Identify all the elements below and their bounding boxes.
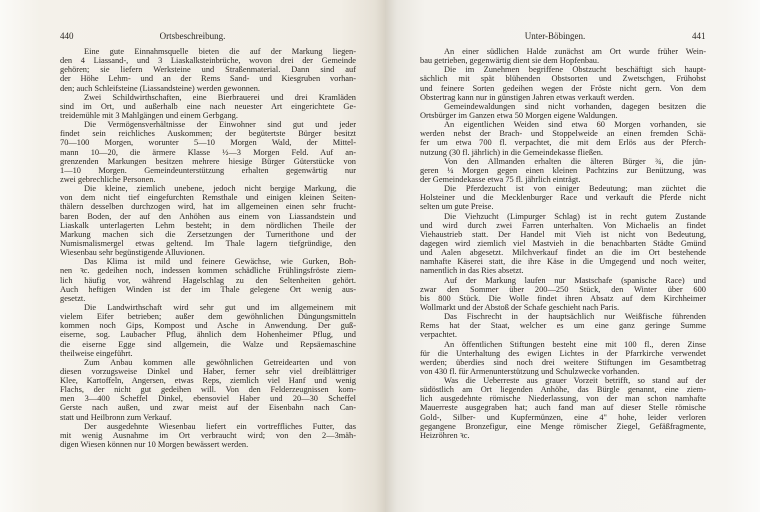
text-line: Markung machen sich die Zersetzungen der Turnerithone und der bbox=[60, 229, 356, 239]
text-line: mann 10—20, die ärmere Klasse ½—3 Morgen Feld. Auf an- bbox=[60, 147, 356, 157]
right-page bbox=[385, 0, 760, 512]
paragraph bbox=[60, 184, 356, 257]
page-body bbox=[60, 47, 356, 449]
text-line: Heizröhren ꝛc. bbox=[420, 430, 470, 440]
text-line: Die Vermögensverhältnisse der Einwohner sind gut und jeder bbox=[84, 120, 356, 130]
paragraph bbox=[60, 47, 356, 93]
text-line: namhafte Käserei statt, die ihre Käse in die Umgegend und noch weiter, bbox=[420, 257, 706, 267]
text-line: lich häufig vor, während Hagelschlag zu den Seltenheiten gehört. bbox=[60, 275, 356, 285]
paragraph bbox=[420, 212, 706, 276]
running-head: Ortsbeschreibung. bbox=[159, 31, 226, 41]
text-line: statt und Heilbronn zum Verkauf. bbox=[60, 412, 172, 422]
text-line: der Höhe Lehm- und an der Rems Sand- und Kiesgruben vorhan- bbox=[60, 74, 356, 84]
text-line: eiserne, sog. Laubacher Pflug, ähnlich dem Hohenheimer Pflug, und bbox=[60, 330, 356, 340]
paragraph bbox=[60, 358, 356, 422]
paragraph bbox=[420, 312, 706, 339]
text-line: lich ausgedehnte römische Niederlassung, von der man schon namhafte bbox=[420, 394, 706, 404]
text-line: sind im Ort, und außerhalb eine nach neuester Art eingerichtete Ge- bbox=[60, 101, 356, 111]
text-line: vielem Eifer betrieben; außer dem gewöhnlichen Düngungsmitteln bbox=[60, 312, 356, 322]
text-line: von 430 fl. für Armenunterstützung und Schulzwecke vorhanden. bbox=[420, 366, 640, 376]
text-line: grenzenden Markungen besitzen mehrere hiesige Bürger Güterstücke von bbox=[60, 156, 356, 166]
text-line: bis 800 Stück. Die Wolle findet ihren Absatz auf dem Kirchheimer bbox=[420, 293, 706, 303]
text-line: Gemeindewaldungen sind nicht vorhanden, dagegen besitzen die bbox=[444, 101, 706, 111]
paragraph bbox=[420, 276, 706, 313]
text-line: Von den Allmanden erhalten die älteren Bürger ¾, die jün- bbox=[444, 156, 706, 166]
text-line: baren Boden, der auf den Anhöhen aus einem von Liassandstein und bbox=[60, 211, 356, 221]
text-line: Flachs, der nicht gut gedeihen will. Von den Felderzeugnissen kom- bbox=[60, 385, 356, 395]
text-line: südöstlich am Ort liegenden Anhöhe, das Bürgle genannt, eine ziem- bbox=[420, 385, 706, 395]
text-line: zwar den Sommer über 200—250 Stück, den Winter über 600 bbox=[420, 284, 706, 294]
text-line: gehören; sie liefern Werksteine und Straßenmaterial. Dann sind auf bbox=[60, 65, 356, 75]
text-line: Liaskalk unterlagerten Lehm besteht; in dem nördlichen Theile der bbox=[60, 220, 356, 230]
text-line: findet sein reichliches Auskommen; der begütertste Bürger besitzt bbox=[60, 129, 356, 139]
text-line: Das Klima ist mild und feinere Gewächse, wie Gurken, Boh- bbox=[84, 257, 356, 267]
text-line: Das Fischrecht in der hauptsächlich nur Weißfische führenden bbox=[444, 312, 706, 322]
text-line: und wird durch zwei Farren unterhalten. Von Michaelis an findet bbox=[420, 220, 706, 230]
text-line: Mauerreste ausgegraben hat; auch fand man auf dieser Stelle römische bbox=[420, 403, 706, 413]
text-line: zwei gebrechliche Personen. bbox=[60, 174, 156, 184]
text-line: Die kleine, ziemlich unebene, jedoch nicht bergige Markung, die bbox=[84, 184, 356, 194]
text-line: Die im Zunehmen begriffene Obstzucht beschäftigt sich haupt- bbox=[444, 65, 706, 75]
text-line: Ortsbürger im Ganzen etwa 50 Morgen eigene Waldungen. bbox=[420, 110, 618, 120]
text-line: Die Viehzucht (Limpurger Schlag) ist in recht gutem Zustande bbox=[444, 211, 706, 221]
text-line: verpachtet. bbox=[420, 330, 457, 340]
paragraph bbox=[60, 93, 356, 120]
text-line: werden; überdies sind noch drei weitere Stiftungen im Gesamtbetrag bbox=[420, 357, 706, 367]
text-line: gegangene Bronzefigur, eine Menge römischer Ziegel, Gefäßfragmente, bbox=[420, 421, 706, 431]
text-line: für die Unterhaltung des ewigen Lichtes in der Pfarrkirche verwendet bbox=[420, 348, 706, 358]
text-line: Wiesenbau sehr begünstigende Alluvionen. bbox=[60, 248, 205, 258]
text-line: fer um etwa 700 fl. verpachtet, die mit dem Erlös aus der Pferch- bbox=[420, 138, 706, 148]
text-line: kommen noch Gips, Kompost und Asche in Anwendung. Der guß- bbox=[60, 321, 356, 331]
text-line: Viehaustrieb statt. Der Handel mit Vieh ist nicht von Bedeutung, bbox=[420, 229, 706, 239]
paragraph bbox=[420, 65, 706, 102]
text-line: Die Landwirthschaft wird sehr gut und im allgemeinem mit bbox=[84, 302, 356, 312]
paragraph bbox=[60, 257, 356, 303]
text-line: 1—10 Morgen. Gemeindeunterstützung erhalten gegenwärtig nur bbox=[60, 165, 356, 175]
text-line: und Aalen abgesetzt. Milchverkauf findet an die im Ort bestehende bbox=[420, 248, 706, 258]
text-line: Zum Anbau kommen alle gewöhnlichen Getreidearten und von bbox=[84, 357, 356, 367]
text-line: An öffentlichen Stiftungen besteht eine mit 100 fl., deren Zinse bbox=[444, 339, 706, 349]
paragraph bbox=[60, 120, 356, 184]
paragraph bbox=[420, 376, 706, 440]
text-line: der Gemeindekasse etwa 75 fl. jährlich einträgt. bbox=[420, 174, 581, 184]
text-line: den 4 Liassand-, und 3 Liaskalksteinbrüche, wovon drei der Gemeinde bbox=[60, 56, 356, 66]
text-line: Rems hat der Staat, welcher es um eine ganz geringe Summe bbox=[420, 321, 706, 331]
text-line: Klee, Kartoffeln, Angersen, etwas Reps, ziemlich viel Hanf und wenig bbox=[60, 376, 356, 386]
text-line: Obstertrag kann nur in günstigen Jahren etwas verkauft werden. bbox=[420, 92, 635, 102]
text-line: Eine gute Einnahmsquelle bieten die auf der Markung liegen- bbox=[84, 47, 356, 56]
text-line: treidemühle mit 3 Mahlgängen und einem Gerbgang. bbox=[60, 110, 238, 120]
text-line: An einer südlichen Halde zunächst am Ort wurde früher Wein- bbox=[444, 47, 706, 56]
text-line: Gerste nach außen, und zwar meist auf der Eisenbahn nach Can- bbox=[60, 403, 356, 413]
text-line: Wollmarkt und der Abstoß der Schafe geschieht nach Paris. bbox=[420, 302, 620, 312]
text-line: namentlich in das Ries absetzt. bbox=[420, 266, 524, 276]
text-line: Gold-, Silber- und Kupfermünzen, eine 4" hohe, leider verloren bbox=[420, 412, 706, 422]
text-line: men 3—400 Scheffel Dinkel, ebensoviel Haber und 20—30 Scheffel bbox=[60, 394, 356, 404]
paragraph bbox=[420, 47, 706, 65]
text-line: die eiserne Egge sind allgemein, die Walze und Repsäemaschine bbox=[60, 339, 356, 349]
paragraph bbox=[420, 102, 706, 120]
text-line: Holsteiner und die Mecklenburger Race und verkauft die Pferde nicht bbox=[420, 193, 706, 203]
text-line: geren ¼ Morgen gegen einen kleinen Pachtzins zur Benützung, was bbox=[420, 165, 706, 175]
text-line: nen ꝛc. gedeihen noch, indessen kommen schädliche Frühlingsfröste ziem- bbox=[60, 266, 356, 276]
paragraph bbox=[420, 340, 706, 377]
text-line: 70—100 Morgen, worunter 5—10 Morgen Wald, der Mittel- bbox=[60, 138, 356, 148]
page-body bbox=[420, 47, 706, 440]
text-line: diesen vorzugsweise Dinkel und Haber, ferner sehr viel dreiblättriger bbox=[60, 366, 356, 376]
page-number: 441 bbox=[692, 31, 706, 41]
paragraph bbox=[420, 184, 706, 211]
page-number: 440 bbox=[60, 31, 74, 41]
text-line: Auch heftigen Winden ist der im Thale gelegene Ort wenig aus- bbox=[60, 284, 356, 294]
text-line: thälern desselben durchzogen wird, hat im allgemeinen einen sehr frucht- bbox=[60, 202, 356, 212]
text-line: theilweise eingeführt. bbox=[60, 348, 133, 358]
text-line: dagegen wird ziemlich viel Mastvieh in die benachbarten Städte Gmünd bbox=[420, 238, 706, 248]
text-line: Was die Ueberreste aus grauer Vorzeit betrifft, so stand auf der bbox=[444, 376, 706, 386]
text-line: Numismalismergel etwas geltend. Im Thale lagern tiefgründige, den bbox=[60, 238, 356, 248]
text-line: bau getrieben, gegenwärtig dient sie dem Hopfenbau. bbox=[420, 56, 600, 66]
text-line: Der ausgedehnte Wiesenbau liefert ein vortreffliches Futter, das bbox=[84, 421, 356, 431]
text-line: nutzung (30 fl. jährlich) in die Gemeindekasse fließen. bbox=[420, 147, 604, 157]
text-line: Die Pferdezucht ist von einiger Bedeutung; man züchtet die bbox=[444, 184, 706, 194]
text-line: gesetzt. bbox=[60, 293, 86, 303]
text-line: Auf der Markung laufen nur Mastschafe (spanische Race) und bbox=[444, 275, 706, 285]
paragraph bbox=[60, 422, 356, 449]
text-line: mit wenig Ausnahme im Ort verbraucht wird; von den 2—3mäh- bbox=[60, 430, 356, 440]
paragraph bbox=[60, 303, 356, 358]
text-line: selten um gute Preise. bbox=[420, 202, 494, 212]
text-line: digen Wiesen können nur 10 Morgen bewässert werden. bbox=[60, 440, 249, 450]
text-line: An eigentlichen Weiden sind etwa 60 Morgen vorhanden, sie bbox=[444, 120, 706, 130]
text-line: sächlich mit spät blühenden Obstsorten und Zwetschgen, Frühobst bbox=[420, 74, 706, 84]
text-line: werden nebst der Brach- und Stoppelweide an einen fremden Schä- bbox=[420, 129, 706, 139]
text-line: den; auch Schleifsteine (Liassandsteine) werden gewonnen. bbox=[60, 83, 260, 93]
running-head: Unter-Böbingen. bbox=[524, 31, 586, 41]
paragraph bbox=[420, 120, 706, 157]
text-line: und feinere Sorten gedeihen wegen der Fröste nicht gern. Von dem bbox=[420, 83, 706, 93]
text-line: Zwei Schildwirthschaften, eine Bierbrauerei und drei Kramläden bbox=[84, 92, 356, 102]
text-line: von dem nicht tief eingefurchten Remsthale und einigen kleinen Seiten- bbox=[60, 193, 356, 203]
paragraph bbox=[420, 157, 706, 184]
